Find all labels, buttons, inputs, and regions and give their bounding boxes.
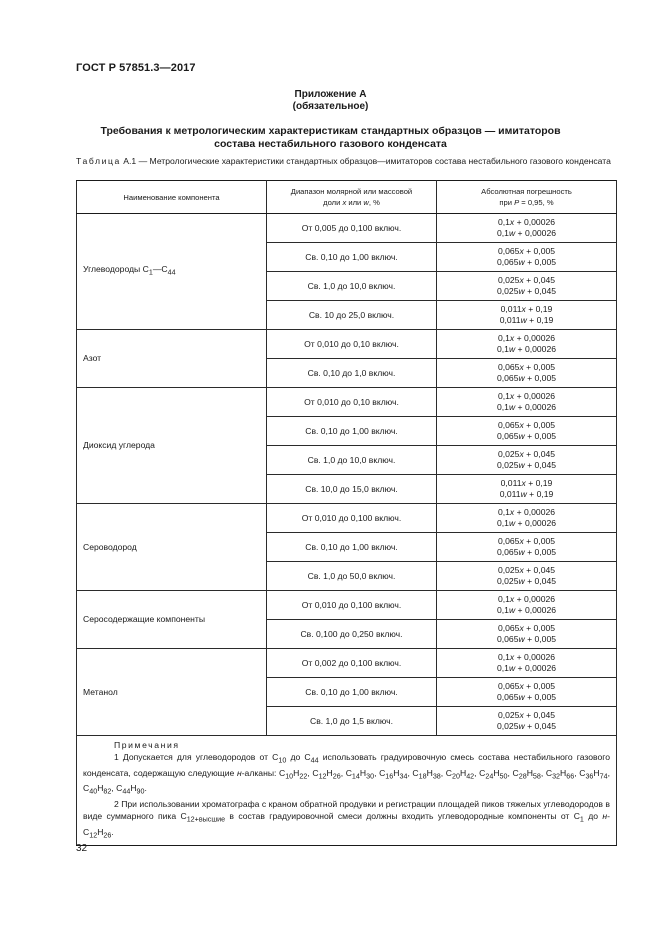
document-header: ГОСТ Р 57851.3—2017 — [76, 62, 196, 74]
error-cell — [437, 243, 617, 272]
error-x: 0,1x + 0,00026 — [497, 652, 556, 662]
error-w: 0,1w + 0,00026 — [496, 518, 557, 528]
error-w: 0,1w + 0,00026 — [496, 344, 557, 354]
range-cell: Св. 0,10 до 1,00 включ. — [267, 417, 437, 446]
range-cell: От 0,010 до 0,10 включ. — [267, 330, 437, 359]
range-cell: От 0,002 до 0,100 включ. — [267, 649, 437, 678]
section-title-line-1: Требования к метрологическим характеристикам стандартных образцов — имитаторов — [100, 125, 561, 137]
table-row — [77, 388, 617, 417]
header-error-post: = 0,95, % — [519, 198, 554, 207]
table-row — [77, 214, 617, 243]
page-number: 32 — [76, 843, 88, 854]
header-error-p: P — [514, 198, 520, 207]
range-cell: Св. 10,0 до 15,0 включ. — [267, 475, 437, 504]
error-w: 0,065w + 0,005 — [496, 547, 557, 557]
table-caption — [76, 156, 616, 167]
range-cell: От 0,005 до 0,100 включ. — [267, 214, 437, 243]
notes-row — [77, 736, 617, 846]
range-cell: От 0,010 до 0,10 включ. — [267, 388, 437, 417]
header-range-post: , % — [368, 198, 380, 207]
header-range-pre: доли — [323, 198, 343, 207]
header-range-w: w — [363, 198, 369, 207]
error-x: 0,065x + 0,005 — [497, 246, 556, 256]
header-range-line1: Диапазон молярной или массовой — [290, 187, 413, 196]
error-w: 0,1w + 0,00026 — [496, 663, 557, 673]
name-part: —C — [152, 264, 168, 275]
notes-cell — [77, 736, 617, 846]
error-w: 0,025w + 0,045 — [496, 721, 557, 731]
error-cell — [437, 707, 617, 736]
header-component-name: Наименование компонента — [77, 181, 267, 214]
section-title-line-2: состава нестабильного газового конденсата — [214, 138, 447, 150]
error-x: 0,025x + 0,045 — [497, 565, 556, 575]
error-cell — [437, 301, 617, 330]
name-sub: 44 — [167, 268, 176, 277]
error-cell — [437, 272, 617, 301]
appendix-title — [0, 89, 661, 113]
error-x: 0,011x + 0,19 — [500, 478, 553, 488]
name-part: Углеводороды C — [83, 264, 149, 275]
error-w: 0,065w + 0,005 — [496, 692, 557, 702]
error-cell — [437, 533, 617, 562]
error-cell — [437, 678, 617, 707]
range-cell: Св. 0,100 до 0,250 включ. — [267, 620, 437, 649]
error-cell — [437, 475, 617, 504]
error-w: 0,1w + 0,00026 — [496, 402, 557, 412]
error-cell — [437, 504, 617, 533]
error-x: 0,025x + 0,045 — [497, 275, 556, 285]
error-x: 0,1x + 0,00026 — [497, 333, 556, 343]
error-cell — [437, 388, 617, 417]
note-1: 1 Допускается для углеводородов от $C_{10}$ до $C_{44}$ использовать градуировочную смесь состава нестабильного газового конденсата, содержащую следующие н-алканы: $C_{10}H_{22}$, $C_{12}H_{26}$, $C_{14}H_{30}$, $C_{16}H_{34}$, $C_{18}H_{38}$, $C_{20}H_{42}$, $C_{24}H_{50}$, $C_{28}H_{58}$, $C_{32}H_{66}$, $C_{36}H_{74}$, $C_{40}H_{82}$, $C_{44}H_{90}$. — [83, 752, 610, 797]
table-row — [77, 504, 617, 533]
range-cell: От 0,010 до 0,100 включ. — [267, 504, 437, 533]
error-cell — [437, 214, 617, 243]
table-caption-label: Таблица — [76, 156, 121, 166]
component-name-h2s: Сероводород — [77, 504, 267, 591]
error-x: 0,065x + 0,005 — [497, 623, 556, 633]
error-x: 0,065x + 0,005 — [497, 420, 556, 430]
section-title — [60, 125, 601, 151]
table-row — [77, 649, 617, 678]
error-w: 0,065w + 0,005 — [496, 431, 557, 441]
table-row — [77, 591, 617, 620]
error-x: 0,065x + 0,005 — [497, 362, 556, 372]
error-x: 0,1x + 0,00026 — [497, 507, 556, 517]
table-row — [77, 330, 617, 359]
header-error-line1: Абсолютная погрешность — [481, 187, 572, 196]
error-cell — [437, 649, 617, 678]
component-name-methanol: Метанол — [77, 649, 267, 736]
appendix-subtitle: (обязательное) — [292, 101, 369, 112]
error-cell — [437, 417, 617, 446]
error-cell — [437, 359, 617, 388]
note-2: 2 При использовании хроматографа с краном обратной продувки и регистрации площадей пиков тяжелых углеводородов в виде суммарного пика $C_{12+высшие}$ в состав градуировочной смеси должны входить углеводородные компоненты от $C_1$ до $н-C_{12}H_{26}$. — [83, 799, 610, 840]
range-cell: Св. 10 до 25,0 включ. — [267, 301, 437, 330]
error-w: 0,065w + 0,005 — [496, 634, 557, 644]
error-w: 0,065w + 0,005 — [496, 373, 557, 383]
error-cell — [437, 446, 617, 475]
error-cell — [437, 620, 617, 649]
error-x: 0,065x + 0,005 — [497, 536, 556, 546]
range-cell: Св. 1,0 до 1,5 включ. — [267, 707, 437, 736]
error-w: 0,025w + 0,045 — [496, 286, 557, 296]
range-cell: Св. 1,0 до 10,0 включ. — [267, 272, 437, 301]
header-range — [267, 181, 437, 214]
header-error-line2 — [437, 197, 616, 208]
range-cell: Св. 1,0 до 50,0 включ. — [267, 562, 437, 591]
component-name-hydrocarbons — [77, 214, 267, 330]
header-range-mid: или — [346, 198, 364, 207]
error-x: 0,011x + 0,19 — [500, 304, 553, 314]
component-name-sulfur: Серосодержащие компоненты — [77, 591, 267, 649]
error-w: 0,011w + 0,19 — [499, 315, 554, 325]
appendix-title-line: Приложение А — [294, 89, 367, 100]
header-error-pre: при — [499, 198, 515, 207]
error-x: 0,1x + 0,00026 — [497, 217, 556, 227]
error-w: 0,065w + 0,005 — [496, 257, 557, 267]
error-x: 0,065x + 0,005 — [497, 681, 556, 691]
notes-title: Примечания — [114, 740, 180, 750]
component-name-co2: Диоксид углерода — [77, 388, 267, 504]
error-w: 0,1w + 0,00026 — [496, 605, 557, 615]
error-w: 0,011w + 0,19 — [499, 489, 554, 499]
error-w: 0,025w + 0,045 — [496, 576, 557, 586]
error-w: 0,025w + 0,045 — [496, 460, 557, 470]
name-sub: 1 — [148, 268, 153, 277]
range-cell: Св. 0,10 до 1,00 включ. — [267, 533, 437, 562]
header-error — [437, 181, 617, 214]
error-cell — [437, 591, 617, 620]
error-cell — [437, 330, 617, 359]
header-range-x: x — [342, 198, 347, 207]
metrology-table — [76, 180, 617, 846]
error-x: 0,1x + 0,00026 — [497, 594, 556, 604]
error-cell — [437, 562, 617, 591]
header-range-line2 — [267, 197, 436, 208]
error-x: 0,025x + 0,045 — [497, 710, 556, 720]
range-cell: Св. 0,10 до 1,0 включ. — [267, 359, 437, 388]
range-cell: Св. 1,0 до 10,0 включ. — [267, 446, 437, 475]
error-w: 0,1w + 0,00026 — [496, 228, 557, 238]
range-cell: От 0,010 до 0,100 включ. — [267, 591, 437, 620]
error-x: 0,025x + 0,045 — [497, 449, 556, 459]
table-header-row — [77, 181, 617, 214]
range-cell: Св. 0,10 до 1,00 включ. — [267, 678, 437, 707]
range-cell: Св. 0,10 до 1,00 включ. — [267, 243, 437, 272]
table-caption-text: А.1 — Метрологические характеристики стандартных образцов—имитаторов состава нестабильного газового конденсата — [120, 156, 611, 166]
component-name-nitrogen: Азот — [77, 330, 267, 388]
error-x: 0,1x + 0,00026 — [497, 391, 556, 401]
